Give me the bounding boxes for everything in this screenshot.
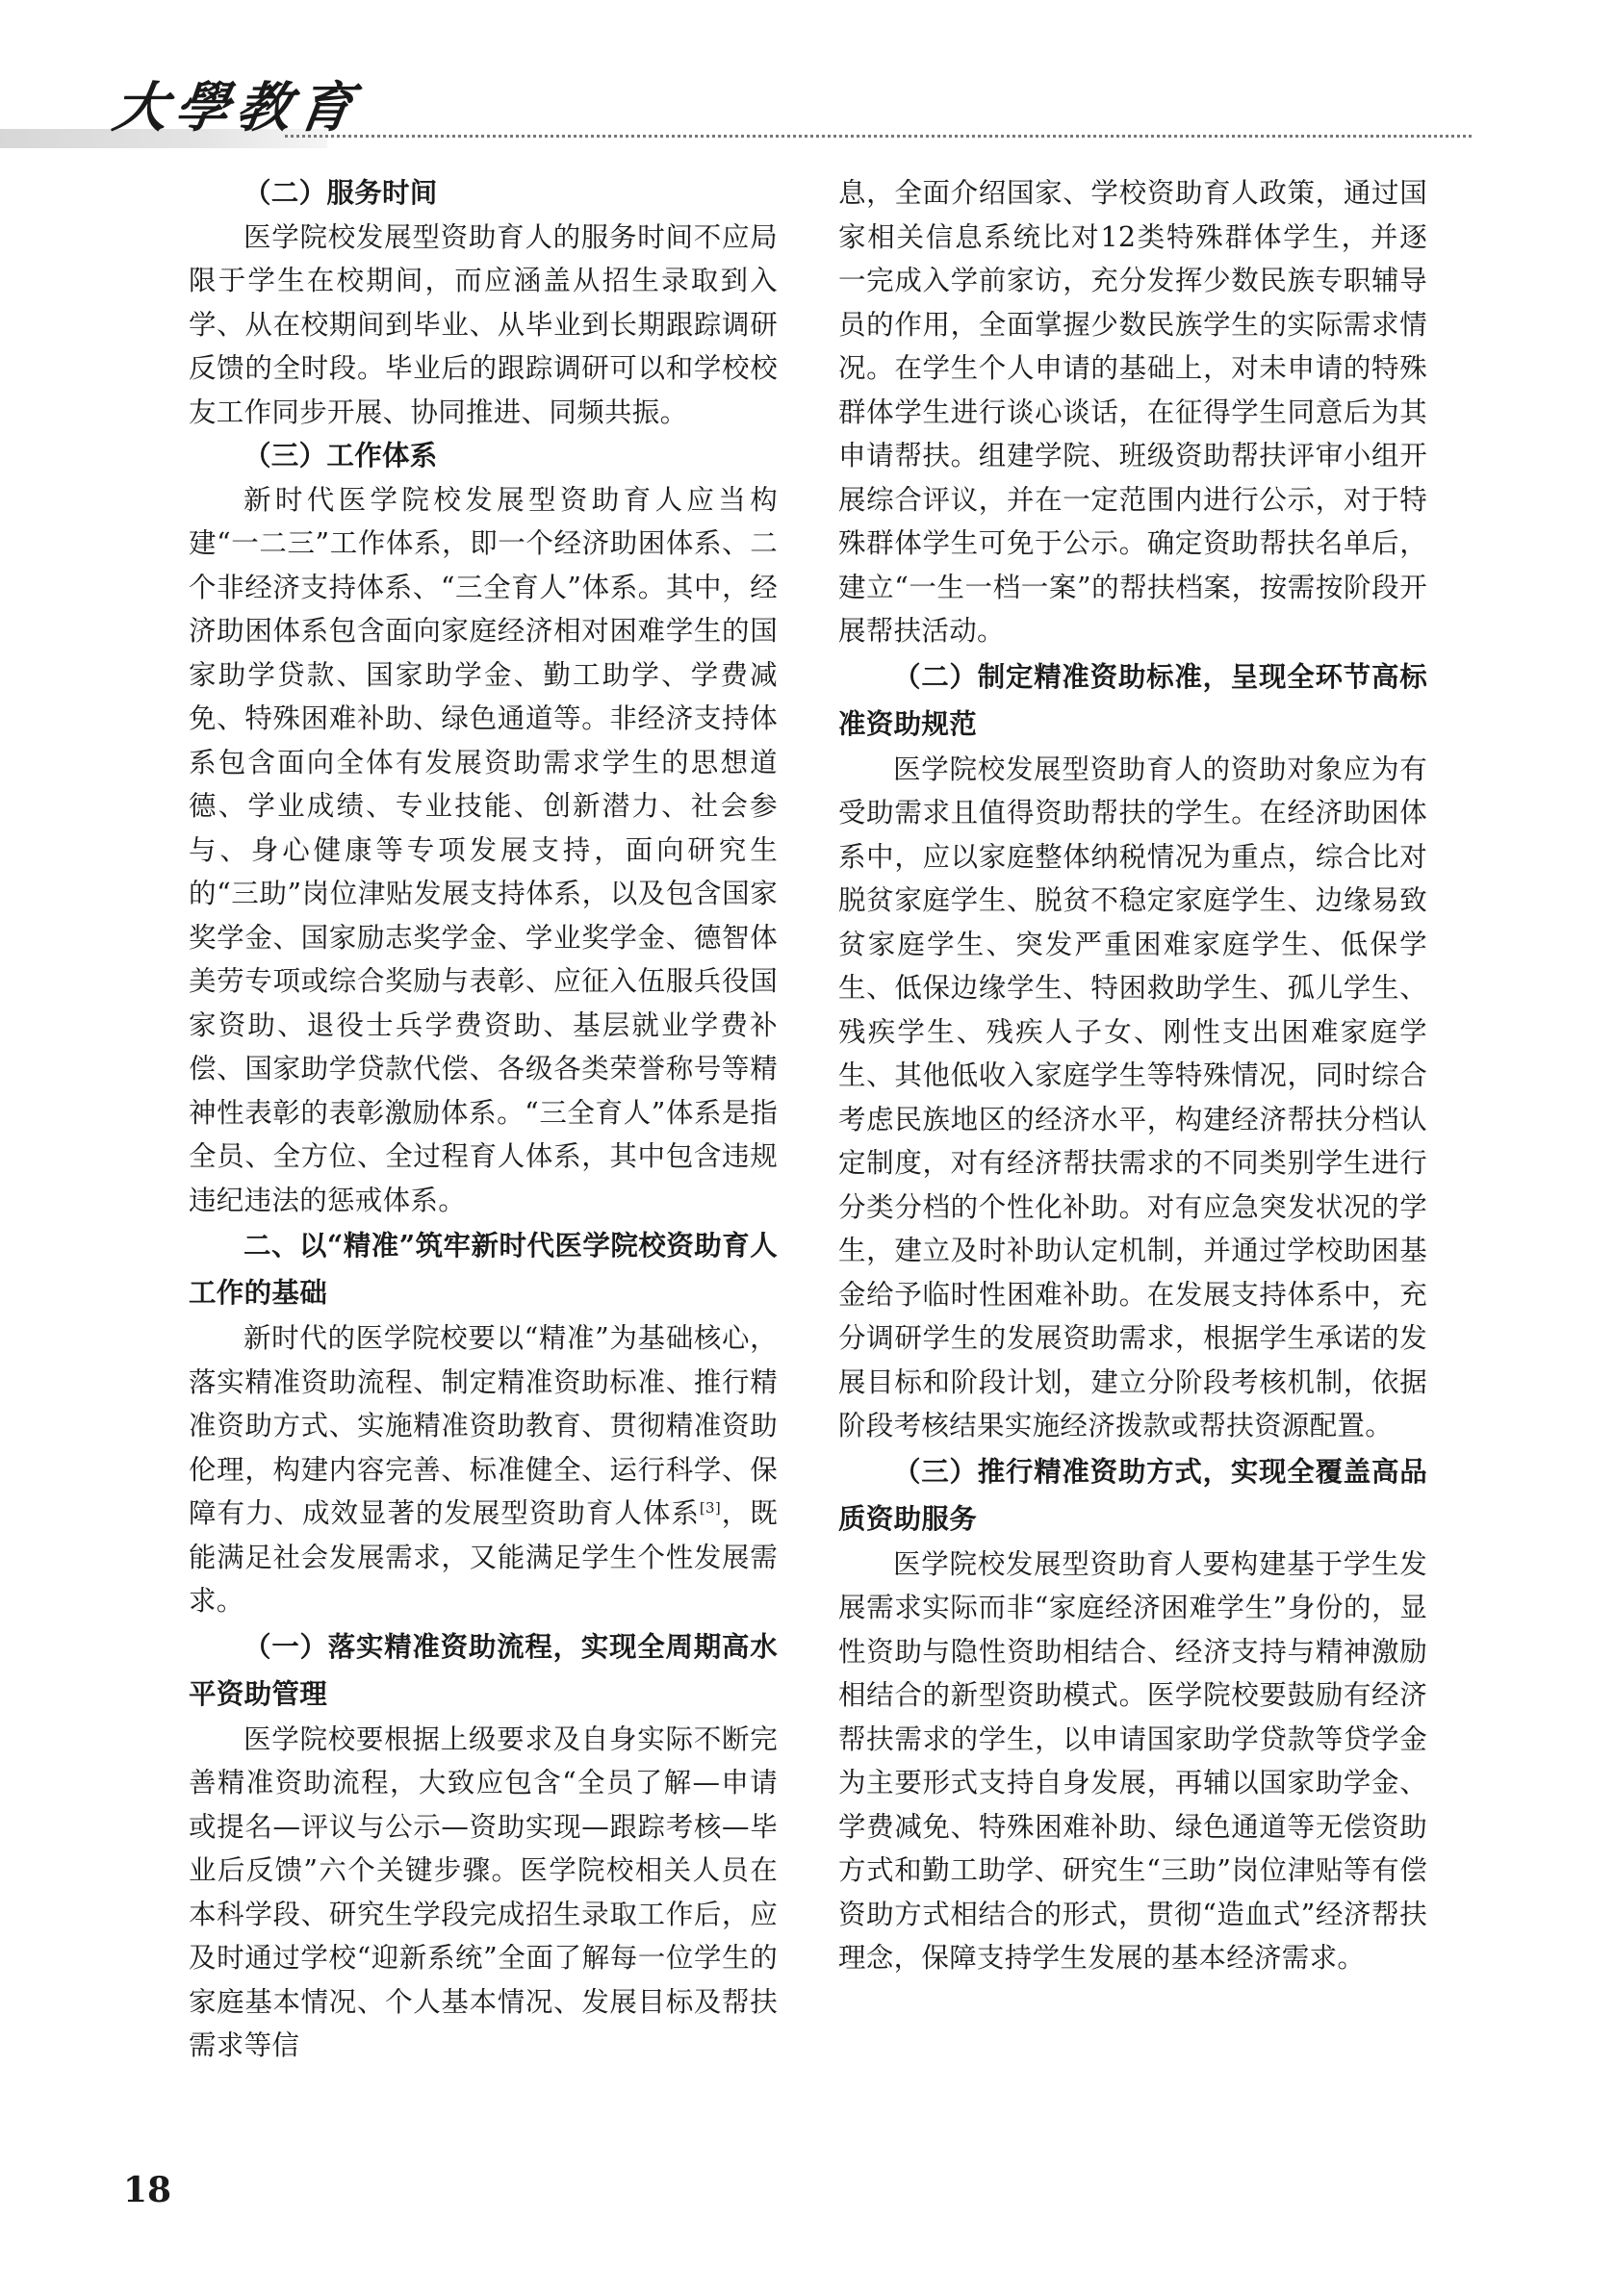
page-number: 18 [123,2170,172,2210]
heading-work-system: （三）工作体系 [243,439,438,472]
paragraph-standard: 医学院校发展型资助育人的资助对象应为有受助需求且值得资助帮扶的学生。在经济助困体系中，应以家庭整体纳税情况为重点，综合比对脱贫家庭学生、脱贫不稳定家庭学生、边缘易致贫家庭学生、突发严重困难家庭学生、低保学生、低保边缘学生、特困救助学生、孤儿学生、残疾学生、残疾人子女、刚性支出困难家庭学生、其他低收入家庭学生等特殊情况，同时综合考虑民族地区的经济水平，构建经济帮扶分档认定制度，对有经济帮扶需求的不同类别学生进行分类分档的个性化补助。对有应急突发状况的学生，建立及时补助认定机制，并通过学校助困基金给予临时性困难补助。在发展支持体系中，充分调研学生的发展资助需求，根据学生承诺的发展目标和阶段计划，建立分阶段考核机制，依据阶段考核结果实施经济拨款或帮扶资源配置。 [838,753,1427,1441]
paragraph-method: 医学院校发展型资助育人要构建基于学生发展需求实际而非“家庭经济困难学生”身份的，显性资助与隐性资助相结合、经济支持与精神激励相结合的新型资助模式。医学院校要鼓励有经济帮扶需求的学生，以申请国家助学贷款等贷学金为主要形式支持自身发展，再辅以国家助学金、学费减免、特殊困难补助、绿色通道等无偿资助方式和勤工助学、研究生“三助”岗位津贴等有偿资助方式相结合的形式，贯彻“造血式”经济帮扶理念，保障支持学生发展的基本经济需求。 [838,1547,1427,1974]
journal-title: 大學教育 [109,76,365,140]
header-dotted-rule [285,135,1472,138]
heading-process: （一）落实精准资助流程，实现全周期高水平资助管理 [189,1629,778,1710]
left-column [189,171,778,2068]
paragraph-service-time: 医学院校发展型资助育人的服务时间不应局限于学生在校期间，而应涵盖从招生录取到入学、从在校期间到毕业、从毕业到长期跟踪调研反馈的全时段。毕业后的跟踪调研可以和学校校友工作同步开展、协同推进、同频共振。 [189,220,778,428]
right-column [838,171,1427,1980]
heading-standard: （二）制定精准资助标准，呈现全环节高标准资助规范 [838,659,1427,740]
paragraph-process: 医学院校要根据上级要求及自身实际不断完善精准资助流程，大致应包含“全员了解—申请或提名—评议与公示—资助实现—跟踪考核—毕业后反馈”六个关键步骤。医学院校相关人员在本科学段、研究生学段完成招生录取工作后，应及时通过学校“迎新系统”全面了解每一位学生的家庭基本情况、个人基本情况、发展目标及帮扶需求等信 [189,1722,778,2061]
paragraph-work-system: 新时代医学院校发展型资助育人应当构建“一二三”工作体系，即一个经济助困体系、二个非经济支持体系、“三全育人”体系。其中，经济助困体系包含面向家庭经济相对困难学生的国家助学贷款、国家助学金、勤工助学、学费减免、特殊困难补助、绿色通道等。非经济支持体系包含面向全体有发展资助需求学生的思想道德、学业成绩、专业技能、创新潜力、社会参与、身心健康等专项发展支持，面向研究生的“三助”岗位津贴发展支持体系，以及包含国家奖学金、国家励志奖学金、学业奖学金、德智体美劳专项或综合奖励与表彰、应征入伍服兵役国家资助、退役士兵学费资助、基层就业学费补偿、国家助学贷款代偿、各级各类荣誉称号等精神性表彰的表彰激励体系。“三全育人”体系是指全员、全方位、全过程育人体系，其中包含违规违纪违法的惩戒体系。 [189,483,778,1216]
paragraph-section-2 [189,1316,778,1623]
paragraph-process-continued: 息，全面介绍国家、学校资助育人政策，通过国家相关信息系统比对12类特殊群体学生，并逐一完成入学前家访，充分发挥少数民族专职辅导员的作用，全面掌握少数民族学生的实际需求情况。在学生个人申请的基础上，对未申请的特殊群体学生进行谈心谈话，在征得学生同意后为其申请帮扶。组建学院、班级资助帮扶评审小组开展综合评议，并在一定范围内进行公示，对于特殊群体学生可免于公示。确定资助帮扶名单后，建立“一生一档一案”的帮扶档案，按需按阶段开展帮扶活动。 [838,177,1427,647]
heading-method: （三）推行精准资助方式，实现全覆盖高品质资助服务 [838,1454,1427,1535]
heading-service-time: （二）服务时间 [243,176,438,209]
paragraph-section-2-part-a: 新时代的医学院校要以“精准”为基础核心，落实精准资助流程、制定精准资助标准、推行精准资助方式、实施精准资助教育、贯彻精准资助伦理，构建内容完善、标准健全、运行科学、保障有力、成效显著的发展型资助育人体系 [189,1322,778,1529]
citation-3: [3] [699,1499,722,1517]
heading-section-2: 二、以“精准”筑牢新时代医学院校资助育人工作的基础 [189,1229,778,1309]
paragraph-section-2-part-b: ，既能满足社会发展需求，又能满足学生个性发展需求。 [189,1497,778,1617]
